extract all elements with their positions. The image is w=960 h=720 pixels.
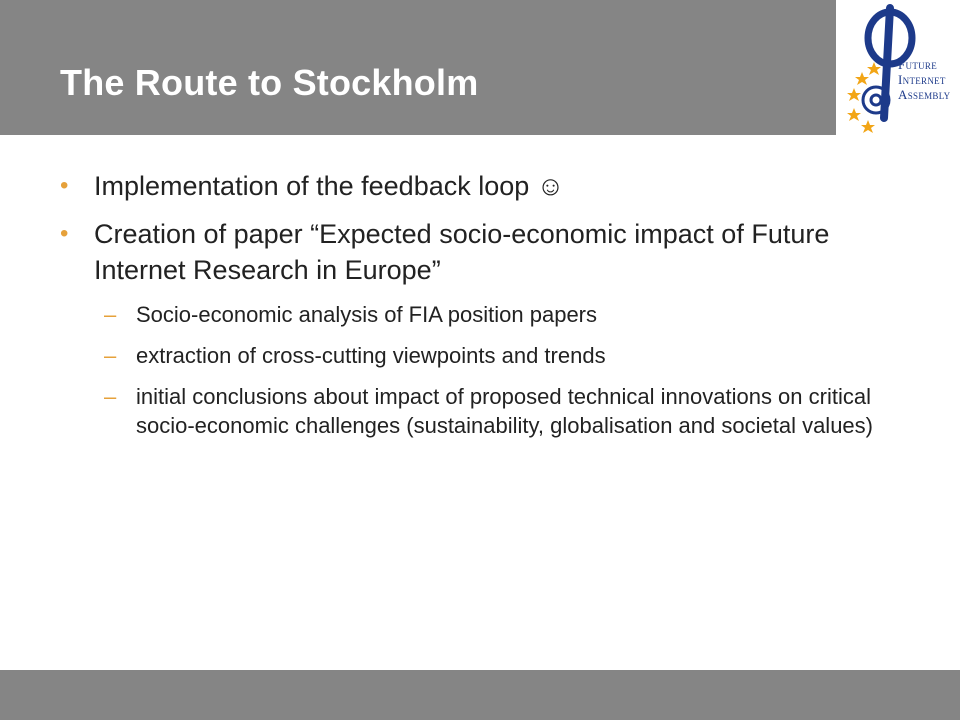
bullet-text: Creation of paper “Expected socio-economic impact of Future Internet Research in Europe” — [94, 219, 830, 285]
sub-bullet-item — [60, 300, 920, 329]
bullet-marker: • — [60, 220, 69, 247]
bullet-item — [60, 168, 920, 204]
dash-marker: – — [104, 343, 117, 368]
logo-line-future: FUTURE — [898, 57, 938, 72]
fia-logo — [840, 0, 960, 135]
title-bar — [0, 0, 836, 135]
slide-body — [60, 168, 920, 452]
logo-line-internet: INTERNET — [898, 72, 946, 87]
sub-bullet-text: extraction of cross-cutting viewpoints and trends — [136, 343, 606, 368]
sub-bullet-item — [60, 341, 920, 370]
bullet-item — [60, 216, 920, 288]
sub-bullet-text: Socio-economic analysis of FIA position papers — [136, 302, 598, 327]
dash-marker: – — [104, 384, 117, 409]
footer-bar — [0, 670, 960, 720]
bullet-text: Implementation of the feedback loop ☺ — [94, 171, 565, 201]
slide-title: The Route to Stockholm — [60, 62, 479, 103]
logo-wordmark — [898, 58, 960, 103]
sub-bullet-text: initial conclusions about impact of proposed technical innovations on critical socio-economic challenges (sustainability, globalisation and societal values) — [136, 384, 873, 438]
bullet-marker: • — [60, 172, 69, 199]
logo-line-assembly: ASSEMBLY — [898, 87, 951, 102]
sub-bullet-item — [60, 382, 920, 440]
dash-marker: – — [104, 302, 117, 327]
